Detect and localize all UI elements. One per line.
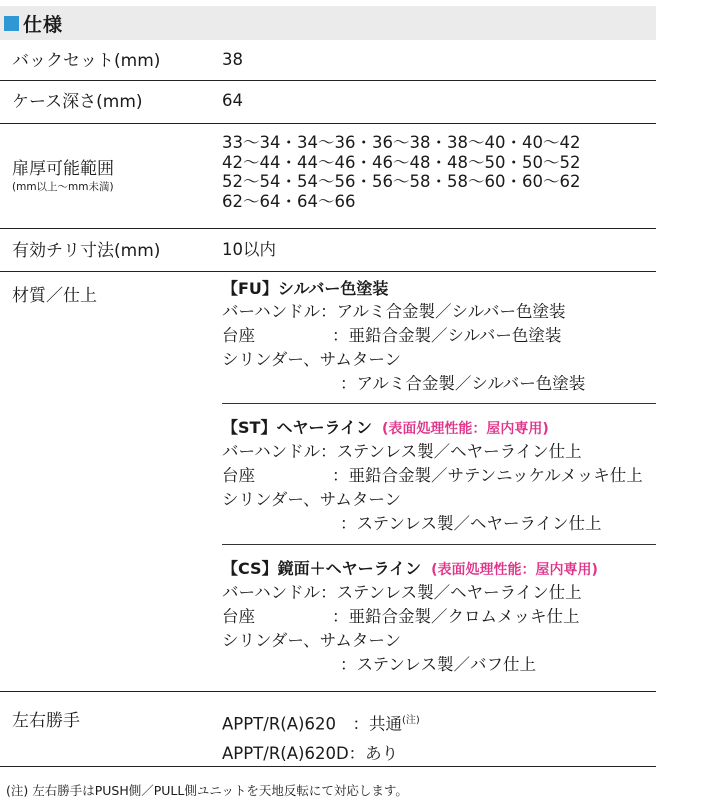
finish-name: 【FU】シルバー色塗装 bbox=[222, 279, 389, 298]
finish-divider bbox=[222, 544, 656, 545]
finish-block-st bbox=[222, 417, 656, 536]
base-value: ：亜鉛合金製／シルバー色塗装 bbox=[332, 326, 562, 345]
spec-row-handing bbox=[0, 692, 656, 767]
row-label: バックセット(mm) bbox=[12, 51, 161, 71]
spec-row-backset bbox=[0, 40, 656, 81]
spec-row-door-thickness bbox=[0, 124, 656, 229]
cylinder-value: ：アルミ合金製／シルバー色塗装 bbox=[340, 374, 586, 393]
spec-row-chiri bbox=[0, 229, 656, 272]
finish-title bbox=[222, 558, 656, 581]
range-line: 33～34・34～36・36～38・38～40・40～42 bbox=[222, 133, 581, 152]
base-spec bbox=[222, 464, 656, 488]
row-value: 10以内 bbox=[222, 240, 276, 259]
base-label: 台座 bbox=[222, 607, 255, 626]
finish-title bbox=[222, 417, 656, 440]
section-header bbox=[0, 6, 656, 40]
row-label: 左右勝手 bbox=[12, 711, 80, 731]
base-label: 台座 bbox=[222, 326, 255, 345]
handing-model-2: APPT/R(A)620D：あり bbox=[222, 743, 399, 763]
handing-line-1 bbox=[222, 706, 420, 739]
range-line: 42～44・44～46・46～48・48～50・50～52 bbox=[222, 152, 581, 172]
finish-name: 【ST】ヘヤーライン bbox=[222, 418, 372, 437]
row-label-sub: (mm以上～mm未満) bbox=[12, 181, 114, 193]
section-title: 仕様 bbox=[23, 13, 64, 36]
base-value: ：亜鉛合金製／サテンニッケルメッキ仕上 bbox=[332, 466, 643, 485]
finish-note: (表面処理性能：屋内専用) bbox=[381, 421, 549, 437]
cylinder-value: ：ステンレス製／ヘヤーライン仕上 bbox=[340, 514, 602, 533]
row-label: 材質／仕上 bbox=[12, 286, 97, 306]
cylinder-label: シリンダー、サムターン bbox=[222, 631, 402, 650]
bar-handle-spec: バーハンドル：ステンレス製／ヘヤーライン仕上 bbox=[222, 583, 582, 602]
base-value: ：亜鉛合金製／クロムメッキ仕上 bbox=[332, 607, 580, 626]
range-line: 62～64・64～66 bbox=[222, 191, 356, 211]
cylinder-label: シリンダー、サムターン bbox=[222, 350, 402, 369]
finish-name: 【CS】鏡面＋ヘヤーライン bbox=[222, 559, 422, 578]
finish-block-fu bbox=[222, 278, 656, 396]
row-value: 64 bbox=[222, 91, 243, 110]
section-marker-icon bbox=[4, 16, 19, 31]
cylinder-value: ：ステンレス製／バフ仕上 bbox=[340, 655, 536, 674]
finish-title bbox=[222, 278, 656, 300]
finish-block-cs bbox=[222, 558, 656, 677]
row-label-main: 扉厚可能範囲 bbox=[12, 159, 114, 179]
spec-table bbox=[0, 40, 656, 767]
base-spec bbox=[222, 605, 656, 629]
handing-values bbox=[222, 706, 420, 768]
finish-note: (表面処理性能：屋内専用) bbox=[431, 562, 598, 578]
row-value: 38 bbox=[222, 50, 243, 69]
handing-model-1: APPT/R(A)620 ：共通 bbox=[222, 714, 402, 734]
door-thickness-values bbox=[222, 133, 580, 211]
spec-row-material bbox=[0, 272, 656, 692]
range-line: 52～54・54～56・56～58・58～60・60～62 bbox=[222, 172, 581, 191]
row-label: ケース深さ(mm) bbox=[12, 92, 143, 112]
handing-note-marker: (注) bbox=[401, 715, 420, 726]
footnote: (注) 左右勝手はPUSH側／PULL側ユニットを天地反転にて対応します。 bbox=[6, 783, 408, 798]
bar-handle-spec: バーハンドル：アルミ合金製／シルバー色塗装 bbox=[222, 302, 566, 321]
finish-divider bbox=[222, 403, 656, 404]
base-label: 台座 bbox=[222, 466, 255, 485]
spec-row-case-depth bbox=[0, 81, 656, 124]
bar-handle-spec: バーハンドル：ステンレス製／ヘヤーライン仕上 bbox=[222, 442, 582, 461]
row-label bbox=[12, 158, 114, 194]
cylinder-label: シリンダー、サムターン bbox=[222, 490, 402, 509]
base-spec bbox=[222, 324, 656, 348]
row-label: 有効チリ寸法(mm) bbox=[12, 241, 161, 261]
